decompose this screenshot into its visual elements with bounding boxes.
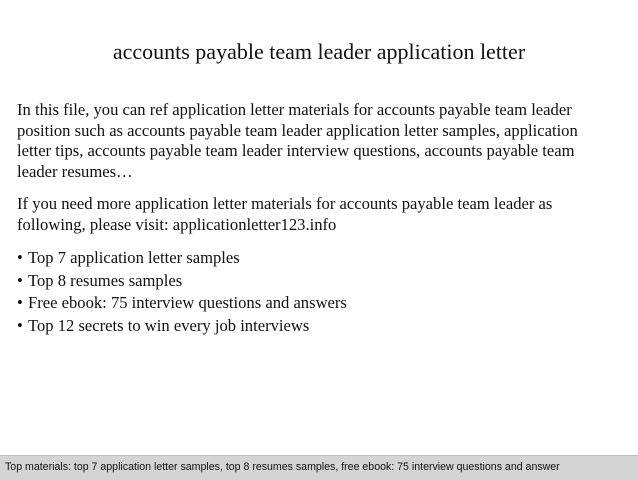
bullet-item-samples	[17, 247, 627, 268]
bullet-text: Top 8 resumes samples	[28, 270, 183, 290]
bullet-text: Top 12 secrets to win every job interviews	[28, 316, 310, 336]
document-body	[17, 100, 627, 338]
materials-bullet-list	[17, 247, 627, 336]
footer-bar	[0, 455, 638, 479]
document-title: accounts payable team leader application letter	[112, 39, 526, 64]
intro-line: letter tips, accounts payable team leader interview questions, accounts payable team	[17, 141, 575, 160]
bullet-icon: •	[17, 248, 23, 267]
intro-line: leader resumes…	[17, 161, 133, 181]
more-info-line: following, please visit: applicationletter123.info	[17, 214, 337, 234]
more-info-line: If you need more application letter materials for accounts payable team leader as	[17, 194, 553, 213]
bullet-text: Top 7 application letter samples	[28, 248, 240, 267]
bullet-icon: •	[17, 270, 23, 290]
intro-paragraph	[17, 100, 627, 182]
footer-text: Top materials: top 7 application letter samples, top 8 resumes samples, free ebook: 75 interview questions and answer	[5, 461, 560, 473]
bullet-item-ebook	[17, 292, 627, 313]
bullet-item-resumes	[17, 270, 627, 291]
more-info-paragraph	[17, 194, 627, 235]
bullet-icon: •	[17, 316, 23, 336]
bullet-item-secrets	[17, 315, 627, 336]
intro-line: In this file, you can ref application letter materials for accounts payable team leader	[17, 100, 572, 119]
bullet-icon: •	[17, 293, 23, 313]
intro-line: position such as accounts payable team leader application letter samples, application	[17, 120, 578, 140]
bullet-text: Free ebook: 75 interview questions and answers	[28, 293, 347, 313]
